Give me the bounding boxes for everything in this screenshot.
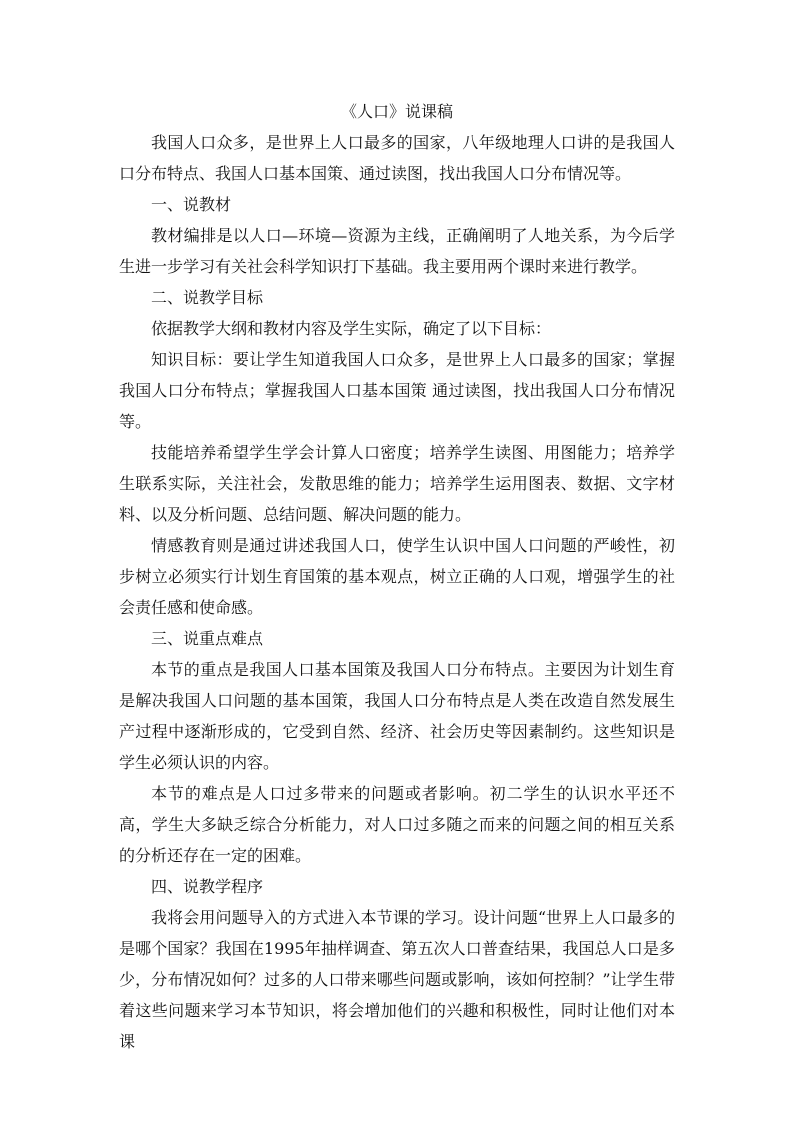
section-heading-objectives: 二、说教学目标 <box>151 288 264 307</box>
procedure-paragraph: 我将会用问题导入的方式进入本节课的学习。设计问题“世界上人口最多的是哪个国家？我国在1995年抽样调查、第五次人口普查结果，我国总人口是多少，分布情况如何？过多的人口带来哪些问题或影响，该如何控制？”让学生带着这些问题来学习本节知识，将会增加他们的兴趣和积极性，同时让他们对本课 <box>119 908 675 1051</box>
difficult-points-paragraph: 本节的难点是人口过多带来的问题或者影响。初二学生的认识水平还不高，学生大多缺乏综合分析能力，对人口过多随之而来的问题之间的相互关系的分析还存在一定的困难。 <box>119 784 675 865</box>
section-heading-procedure: 四、说教学程序 <box>151 877 264 896</box>
skill-objective-paragraph: 技能培养希望学生学会计算人口密度；培养学生读图、用图能力；培养学生联系实际，关注社会，发散思维的能力；培养学生运用图表、数据、文字材料、以及分析问题、总结问题、解决问题的能力。 <box>119 443 675 524</box>
key-points-paragraph: 本节的重点是我国人口基本国策及我国人口分布特点。主要因为计划生育是解决我国人口问题的基本国策，我国人口分布特点是人类在改造自然发展生产过程中逐渐形成的，它受到自然、经济、社会历史等因素制约。这些知识是学生必须认识的内容。 <box>119 660 675 772</box>
intro-paragraph: 我国人口众多，是世界上人口最多的国家，八年级地理人口讲的是我国人口分布特点、我国人口基本国策、通过读图，找出我国人口分布情况等。 <box>119 133 675 183</box>
emotion-objective-paragraph: 情感教育则是通过讲述我国人口，使学生认识中国人口问题的严峻性，初步树立必须实行计划生育国策的基本观点，树立正确的人口观，增强学生的社会责任感和使命感。 <box>119 536 675 617</box>
textbook-paragraph: 教材编排是以人口—环境—资源为主线，正确阐明了人地关系，为今后学生进一步学习有关社会科学知识打下基础。我主要用两个课时来进行教学。 <box>119 226 675 276</box>
knowledge-objective-paragraph: 知识目标：要让学生知道我国人口众多，是世界上人口最多的国家；掌握我国人口分布特点；掌握我国人口基本国策 通过读图，找出我国人口分布情况等。 <box>119 350 675 431</box>
document-title: 《人口》说课稿 <box>340 102 453 121</box>
document-body <box>119 96 675 1057</box>
section-heading-key-points: 三、说重点难点 <box>151 629 264 648</box>
objectives-intro-paragraph: 依据教学大纲和教材内容及学生实际，确定了以下目标： <box>151 319 552 338</box>
section-heading-textbook: 一、说教材 <box>151 195 232 214</box>
